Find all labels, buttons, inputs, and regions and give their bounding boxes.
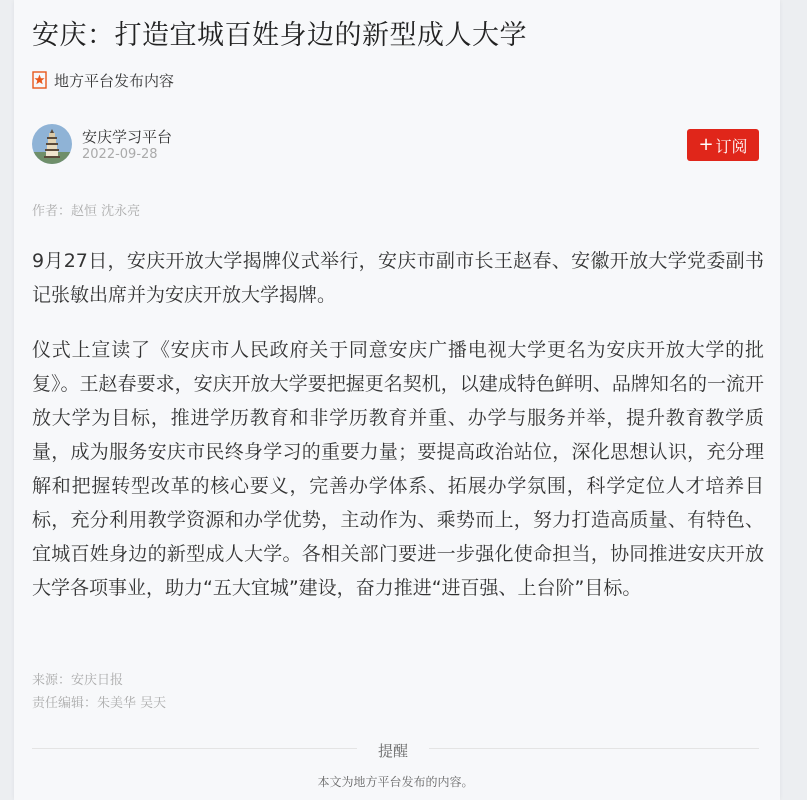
- plus-icon: +: [698, 134, 714, 155]
- account-name[interactable]: 安庆学习平台: [82, 128, 173, 146]
- badge-star-icon: [32, 71, 47, 89]
- notice-text: 本文为地方平台发布的内容。: [317, 775, 474, 789]
- source-line: 来源：安庆日报: [32, 673, 124, 688]
- article-paragraph: 9月27日，安庆开放大学揭牌仪式举行，安庆市副市长王赵春、安徽开放大学党委副书记张敏出席并为安庆开放大学揭牌。: [32, 250, 764, 306]
- platform-tag-label: 地方平台发布内容: [54, 71, 175, 90]
- article-page: [14, 0, 780, 800]
- article-title: 安庆：打造宜城百姓身边的新型成人大学: [32, 20, 527, 51]
- editor-line: 责任编辑：朱美华 吴天: [32, 696, 167, 711]
- account-avatar[interactable]: [32, 124, 72, 164]
- subscribe-label: 订阅: [715, 136, 748, 156]
- publish-date: 2022-09-28: [82, 147, 158, 162]
- article-body: [32, 244, 764, 626]
- subscribe-button[interactable]: [687, 129, 759, 161]
- divider-right: [429, 748, 759, 749]
- article-paragraph: 仪式上宣读了《安庆市人民政府关于同意安庆广播电视大学更名为安庆开放大学的批复》。王赵春要求，安庆开放大学要把握更名契机，以建成特色鲜明、品牌知名的一流开放大学为目标，推进学历教育和非学历教育并重、办学与服务并举，提升教育教学质量，成为服务安庆市民终身学习的重要力量；要提高政治站位，深化思想认识，充分理解和把握转型改革的核心要义，完善办学体系、拓展办学氛围，科学定位人才培养目标，充分利用教学资源和办学优势，主动作为、乘势而上，努力打造高质量、有特色、宜城百姓身边的新型成人大学。各相关部门要进一步强化使命担当，协同推进安庆开放大学各项事业，助力“五大宜城”建设，奋力推进“进百强、上台阶”目标。: [32, 339, 764, 599]
- divider-left: [32, 748, 357, 749]
- pagoda-avatar-icon: [32, 124, 72, 164]
- platform-tag: [32, 70, 174, 90]
- author-line: 作者：赵恒 沈永亮: [32, 204, 141, 219]
- notice-title: 提醒: [377, 742, 408, 760]
